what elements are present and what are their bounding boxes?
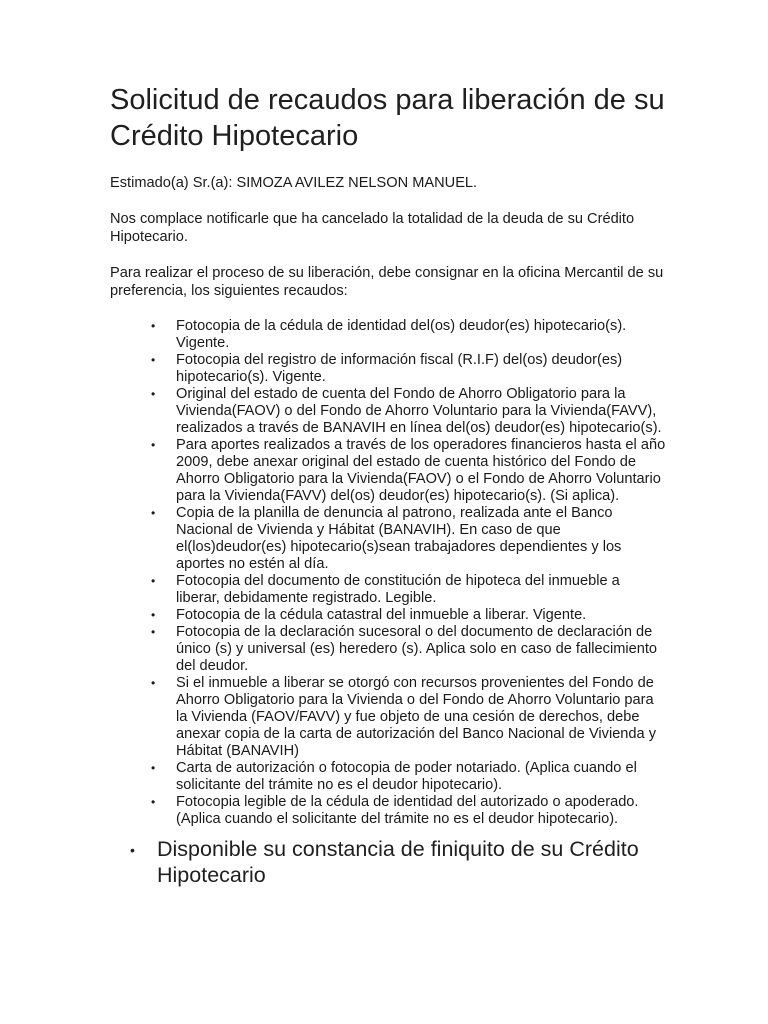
list-item bbox=[151, 437, 666, 505]
bullet-icon: • bbox=[151, 353, 156, 367]
requirement-text: Fotocopia de la declaración sucesoral o del documento de declaración de único (s) y universal (es) heredero (s). Aplica solo en caso de fallecimiento del deudor. bbox=[176, 624, 658, 674]
bullet-icon: • bbox=[151, 506, 156, 520]
bullet-icon: • bbox=[151, 319, 156, 333]
bullet-icon: • bbox=[151, 608, 156, 622]
list-item bbox=[151, 505, 666, 573]
requirement-text: Original del estado de cuenta del Fondo de Ahorro Obligatorio para la Vivienda(FAOV) o del Fondo de Ahorro Voluntario para la Vivienda(FAVV), realizados a través de BANAVIH en línea del(os) deudor(es) hipotecario(s). bbox=[176, 386, 662, 436]
document-title: Solicitud de recaudos para liberación de su Crédito Hipotecario bbox=[110, 84, 665, 152]
requirements-list bbox=[110, 318, 666, 828]
list-item bbox=[151, 624, 666, 675]
finiquito-text: Disponible su constancia de finiquito de su Crédito Hipotecario bbox=[157, 837, 639, 887]
document-page bbox=[110, 82, 670, 888]
bullet-icon: • bbox=[151, 625, 156, 639]
requirement-text: Fotocopia de la cédula catastral del inmueble a liberar. Vigente. bbox=[176, 607, 587, 623]
list-item bbox=[151, 607, 666, 624]
greeting-line: Estimado(a) Sr.(a): SIMOZA AVILEZ NELSON MANUEL. bbox=[110, 175, 478, 191]
list-item bbox=[151, 386, 666, 437]
notification-paragraph: Nos complace notificarle que ha cancelado la totalidad de la deuda de su Crédito Hipotecario. bbox=[110, 211, 635, 245]
finiquito-item bbox=[130, 836, 647, 888]
bullet-icon: • bbox=[151, 438, 156, 452]
list-item bbox=[151, 794, 666, 828]
bullet-icon: • bbox=[151, 795, 156, 809]
requirement-text: Fotocopia del registro de información fiscal (R.I.F) del(os) deudor(es) hipotecario(s). Vigente. bbox=[176, 352, 623, 385]
instructions-paragraph: Para realizar el proceso de su liberación, debe consignar en la oficina Mercantil de su preferencia, los siguientes recaudos: bbox=[110, 265, 664, 299]
list-item bbox=[151, 573, 666, 607]
list-item bbox=[151, 352, 666, 386]
bullet-icon: • bbox=[151, 676, 156, 690]
bullet-icon: • bbox=[130, 842, 135, 858]
finiquito-list bbox=[110, 836, 647, 888]
requirement-text: Fotocopia de la cédula de identidad del(os) deudor(es) hipotecario(s). Vigente. bbox=[176, 318, 627, 351]
requirement-text: Para aportes realizados a través de los operadores financieros hasta el año 2009, debe anexar original del estado de cuenta histórico del Fondo de Ahorro Obligatorio para la Vivienda(FAOV) o el Fondo de Ahorro Voluntario para la Vivienda(FAVV) del(os) deudor(es) hipotecario(s). (Si aplica). bbox=[176, 437, 666, 504]
requirement-text: Fotocopia legible de la cédula de identidad del autorizado o apoderado.(Aplica cuando el solicitante del trámite no es el deudor hipotecario). bbox=[176, 794, 639, 827]
list-item bbox=[151, 318, 666, 352]
bullet-icon: • bbox=[151, 387, 156, 401]
bullet-icon: • bbox=[151, 574, 156, 588]
requirement-text: Copia de la planilla de denuncia al patrono, realizada ante el Banco Nacional de Vivienda y Hábitat (BANAVIH). En caso de que el(los)deudor(es) hipotecario(s)sean trabajadores dependientes y los aportes no estén al día. bbox=[176, 505, 622, 572]
list-item bbox=[151, 675, 666, 760]
bullet-icon: • bbox=[151, 761, 156, 775]
requirement-text: Fotocopia del documento de constitución de hipoteca del inmueble a liberar, debidamente registrado. Legible. bbox=[176, 573, 620, 606]
requirement-text: Si el inmueble a liberar se otorgó con recursos provenientes del Fondo de Ahorro Obligatorio para la Vivienda o del Fondo de Ahorro Voluntario para la Vivienda (FAOV/FAVV) y fue objeto de una cesión de derechos, debe anexar copia de la carta de autorización del Banco Nacional de Vivienda y Hábitat (BANAVIH) bbox=[176, 675, 657, 759]
list-item bbox=[151, 760, 666, 794]
requirement-text: Carta de autorización o fotocopia de poder notariado. (Aplica cuando el solicitante del trámite no es el deudor hipotecario). bbox=[176, 760, 637, 793]
